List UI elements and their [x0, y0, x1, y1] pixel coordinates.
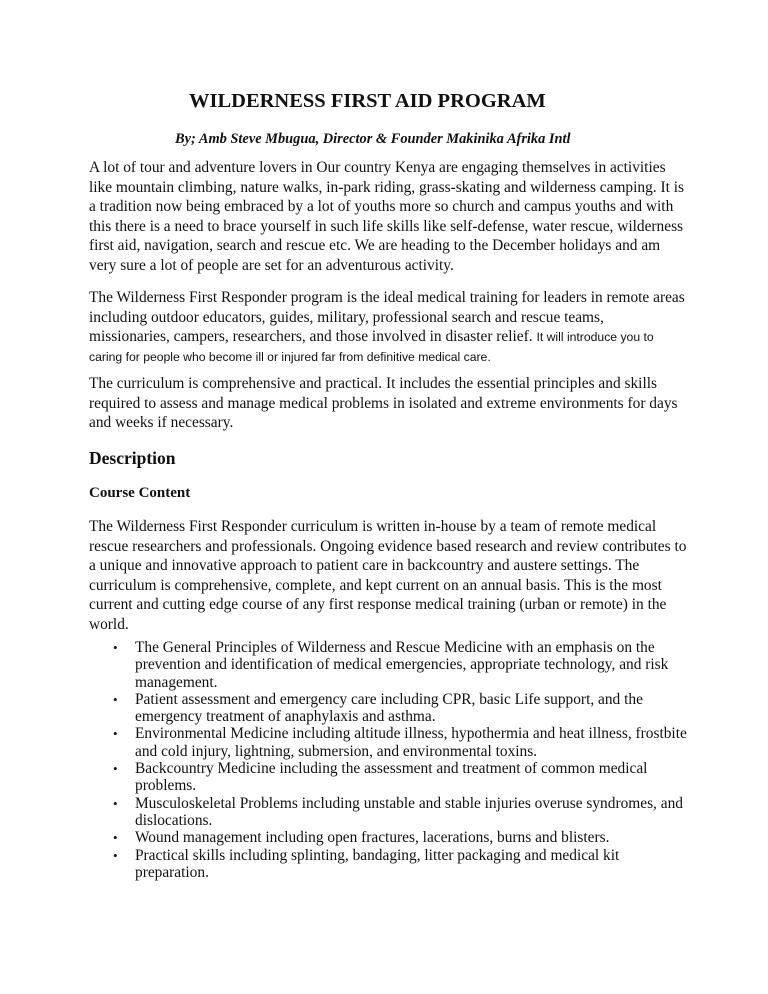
paragraph-line: caring for people who become ill or injured far from definitive medical care. [89, 349, 491, 364]
paragraph-line: a tradition now being embraced by a lot of youths more so church and campus youths and with [89, 198, 674, 216]
list-item [89, 725, 709, 760]
paragraph-line: first aid, navigation, search and rescue etc. We are heading to the December holidays and am [89, 237, 661, 255]
paragraph-line: and weeks if necessary. [89, 414, 234, 432]
list-item-line: Practical skills including splinting, bandaging, litter packaging and medical kit [135, 846, 620, 864]
intro-paragraph [89, 158, 689, 276]
paragraph-line: a unique and innovative approach to patient care in backcountry and austere settings. The [89, 557, 640, 575]
list-item-line: Musculoskeletal Problems including unstable and stable injuries overuse syndromes, and [135, 794, 683, 812]
list-item [89, 691, 709, 726]
list-item [89, 795, 709, 830]
bullet-icon: • [113, 847, 118, 863]
curriculum-paragraph [89, 374, 689, 433]
list-item [89, 829, 709, 846]
list-item-line: Backcountry Medicine including the assessment and treatment of common medical [135, 760, 648, 778]
list-item-line: Wound management including open fractures, lacerations, burns and blisters. [135, 829, 610, 847]
paragraph-line: world. [89, 615, 129, 633]
list-item-line: emergency treatment of anaphylaxis and asthma. [135, 708, 436, 726]
paragraph-line: like mountain climbing, nature walks, in-park riding, grass-skating and wilderness camping. It is [89, 178, 684, 196]
paragraph-line: The Wilderness First Responder program is the ideal medical training for leaders in remote areas [89, 289, 685, 306]
bullet-icon: • [113, 830, 118, 846]
list-item [89, 847, 709, 882]
paragraph-line: including outdoor educators, guides, military, professional search and rescue teams, [89, 308, 604, 326]
list-item-line: Environmental Medicine including altitude illness, hypothermia and heat illness, frostbite [135, 725, 687, 743]
bullet-icon: • [113, 691, 118, 707]
author-byline: By; Amb Steve Mbugua, Director & Founder Makinika Afrika Intl [175, 131, 571, 147]
paragraph-line: curriculum is comprehensive, complete, and kept current on an annual basis. This is the most [89, 576, 662, 594]
course-paragraph [89, 517, 689, 635]
list-item-line: and cold injury, lightning, submersion, and environmental toxins. [135, 742, 538, 760]
paragraph-line: The curriculum is comprehensive and practical. It includes the essential principles and skills [89, 375, 657, 392]
list-item-line: The General Principles of Wilderness and Rescue Medicine with an emphasis on the [135, 639, 655, 656]
paragraph-line: this there is a need to brace yourself in such life skills like self-defense, water rescue, wilderness [89, 217, 684, 235]
paragraph-line: required to assess and manage medical problems in isolated and extreme environments for days [89, 394, 678, 412]
list-item-line: problems. [135, 777, 197, 795]
paragraph-line [89, 327, 689, 348]
paragraph-line: current and cutting edge course of any first response medical training (urban or remote) in the [89, 596, 667, 614]
list-item-line: Patient assessment and emergency care including CPR, basic Life support, and the [135, 690, 643, 708]
paragraph-line: The Wilderness First Responder curriculum is written in-house by a team of remote medical [89, 518, 657, 535]
list-item [89, 639, 709, 691]
list-item [89, 760, 709, 795]
paragraph-line: rescue researchers and professionals. Ongoing evidence based research and review contributes to [89, 537, 687, 555]
list-item-line: dislocations. [135, 811, 213, 829]
list-item-line: preparation. [135, 863, 209, 881]
bullet-icon: • [113, 726, 118, 742]
heading-course-content: Course Content [89, 485, 191, 501]
course-topics-list [89, 639, 709, 881]
bullet-icon: • [113, 640, 118, 655]
paragraph-line: A lot of tour and adventure lovers in Our country Kenya are engaging themselves in activities [89, 159, 666, 176]
bullet-icon: • [113, 761, 118, 777]
document-title: WILDERNESS FIRST AID PROGRAM [189, 90, 546, 112]
bullet-icon: • [113, 795, 118, 811]
list-item-line: management. [135, 673, 218, 691]
paragraph-text-sans: It will introduce you to [536, 330, 654, 345]
heading-description: Description [89, 448, 176, 468]
program-paragraph [89, 288, 689, 367]
list-item-line: prevention and identification of medical emergencies, appropriate technology, and risk [135, 656, 669, 674]
paragraph-line: very sure a lot of people are set for an adventurous activity. [89, 256, 454, 274]
paragraph-text: missionaries, campers, researchers, and those involved in disaster relief. [89, 328, 537, 346]
